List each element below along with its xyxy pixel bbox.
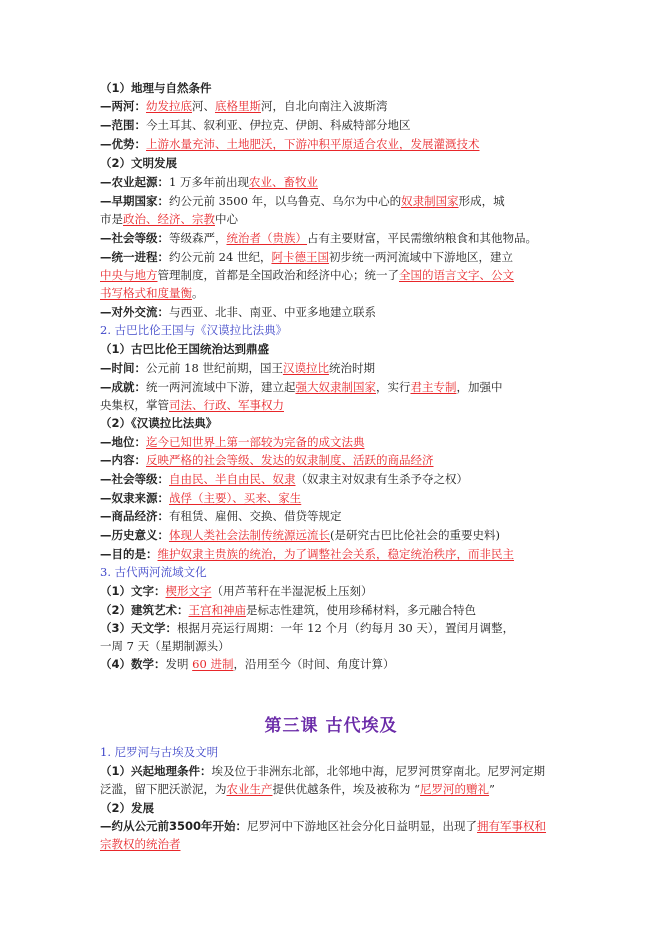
heading-code: （2）《汉谟拉比法典》 [100, 416, 218, 430]
line-architecture: （2）建筑艺术：王宫和神庙是标志性建筑，使用珍稀材料，多元融合特色 [100, 603, 477, 617]
line-two-rivers: —两河：幼发拉底河、底格里斯河，自北向南注入波斯湾 [100, 99, 388, 113]
line-3500bc: —约从公元前3500年开始：尼罗河中下游地区社会分化日益明显，出现了拥有军事权和 [100, 819, 547, 833]
line-week: 一周 7 天（星期制源头） [100, 639, 230, 653]
heading-babylon: 2. 古巴比伦王国与《汉谟拉比法典》 [100, 323, 288, 337]
line-advantage: —优势：上游水量充沛、土地肥沃，下游冲积平原适合农业，发展灌溉技术 [100, 137, 480, 151]
line-writing: （1）文字：楔形文字（用芦苇秆在半湿泥板上压刻） [100, 584, 373, 598]
line-nile-gift: 泛滥，留下肥沃淤泥，为农业生产提供优越条件，埃及被称为 “尼罗河的赠礼” [100, 782, 495, 796]
heading-geography: （1）地理与自然条件 [100, 81, 212, 95]
line-social-class: —社会等级：等级森严，统治者（贵族）占有主要财富，平民需缴纳粮食和其他物品。 [100, 231, 537, 245]
line-unification: —统一进程：约公元前 24 世纪，阿卡德王国初步统一两河流域中下游地区，建立 [100, 250, 513, 264]
heading-development: （2）发展 [100, 801, 155, 815]
line-significance: —历史意义：体现人类社会法制传统源远流长(是研究古巴比伦社会的重要史料) [100, 528, 500, 542]
line-code-classes: —社会等级：自由民、半自由民、奴隶（奴隶主对奴隶有生杀予夺之权） [100, 472, 468, 486]
heading-culture: 3. 古代两河流域文化 [100, 565, 207, 579]
heading-civilization: （2）文明发展 [100, 156, 178, 170]
line-central-local: 中央与地方管理制度，首都是全国政治和经济中心；统一了全国的语言文字、公文 [100, 268, 514, 282]
line-achievement: —成就：统一两河流域中下游，建立起强大奴隶制国家，实行君主专制，加强中 [100, 380, 503, 394]
line-rulers: 宗教权的统治者 [100, 837, 181, 851]
line-time: —时间：公元前 18 世纪前期，国王汉谟拉比统治时期 [100, 361, 375, 375]
line-city-center: 市是政治、经济、宗教中心 [100, 212, 238, 226]
line-geo-conditions: （1）兴起地理条件：埃及位于非洲东北部，北邻地中海，尼罗河贯穿南北。尼罗河定期 [100, 764, 546, 778]
line-status: —地位：迄今已知世界上第一部较为完备的成文法典 [100, 435, 365, 449]
heading-babylon-peak: （1）古巴比伦王国统治达到鼎盛 [100, 342, 269, 356]
line-scope: —范围：今土耳其、叙利亚、伊拉克、伊朗、科威特部分地区 [100, 118, 411, 132]
line-slave-source: —奴隶来源：战俘（主要）、买来、家生 [100, 491, 302, 505]
line-astronomy: （3）天文学：根据月亮运行周期：一年 12 个月（约每月 30 天），置闰月调整， [100, 621, 515, 635]
line-measures: 书写格式和度量衡。 [100, 286, 204, 300]
line-content: —内容：反映严格的社会等级、发达的奴隶制度、活跃的商品经济 [100, 453, 434, 467]
lesson-title: 第三课 古代埃及 [264, 716, 398, 736]
line-early-state: —早期国家：约公元前 3500 年，以乌鲁克、乌尔为中心的奴隶制国家形成，城 [100, 194, 505, 208]
line-exchange: —对外交流：与西亚、北非、南亚、中亚多地建立联系 [100, 305, 376, 319]
line-purpose: —目的是：维护奴隶主贵族的统治，为了调整社会关系，稳定统治秩序，而非民主 [100, 547, 514, 561]
line-agriculture: —农业起源：1 万多年前出现农业、畜牧业 [100, 175, 318, 189]
line-powers: 央集权，掌管司法、行政、军事权力 [100, 398, 284, 412]
line-math: （4）数学：发明 60 进制，沿用至今（时间、角度计算） [100, 657, 395, 671]
line-commodity: —商品经济：有租赁、雇佣、交换、借贷等规定 [100, 509, 342, 523]
heading-nile: 1. 尼罗河与古埃及文明 [100, 745, 219, 759]
